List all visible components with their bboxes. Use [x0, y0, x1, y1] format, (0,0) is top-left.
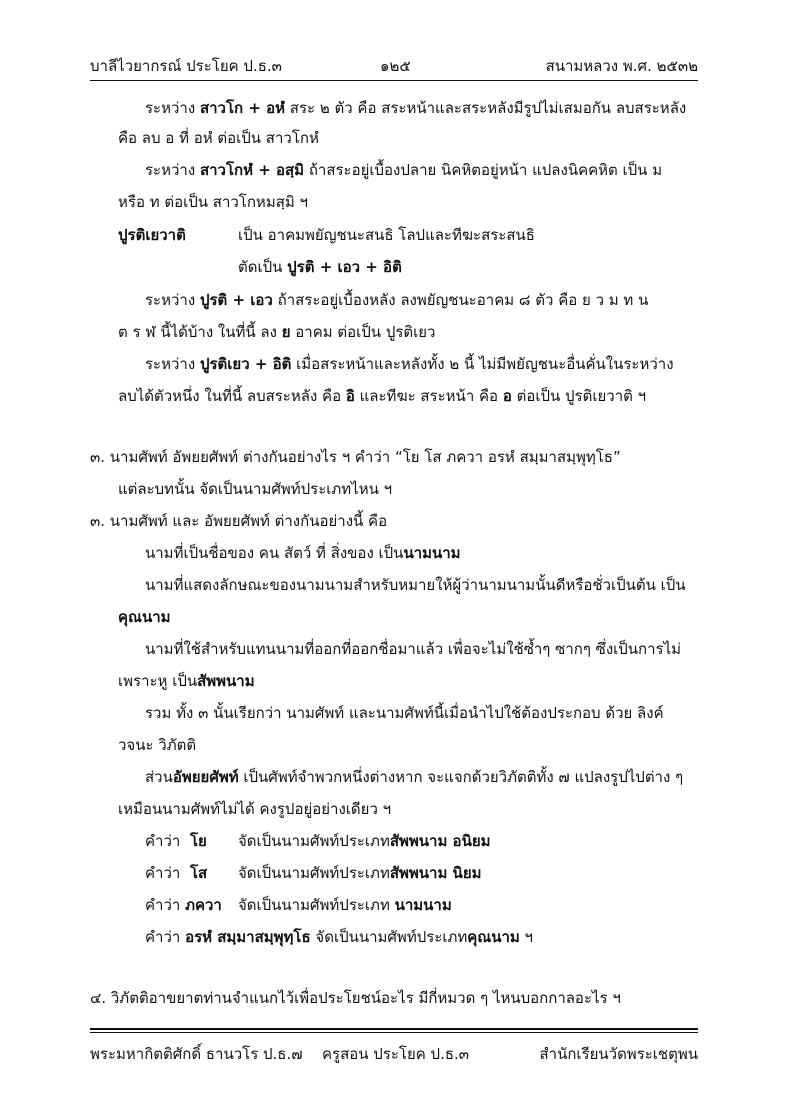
text: ลบได้ตัวหนึ่ง ในที่นี้ ลบสระหลัง คือ — [118, 387, 346, 405]
paragraph-line — [118, 128, 319, 148]
text: วจนะ วิภัตติ — [118, 736, 197, 754]
text: นามที่เป็นชื่อของ คน สัตว์ ที่ สิ่งของ เป็น — [145, 544, 404, 562]
text: ระหว่าง — [145, 291, 200, 309]
bold-term: สาวโก + อหํ — [199, 99, 286, 117]
page-header — [90, 50, 698, 78]
text: จัดเป็นนามศัพท์ประเภท — [238, 832, 390, 850]
paragraph-line — [118, 607, 171, 627]
text: คำว่า — [145, 896, 186, 914]
bold-term: สาวโกหํ + อสฺมิ — [199, 161, 305, 179]
bold-term: สัพพนาม อนิยม — [389, 832, 491, 850]
text: ระหว่าง — [145, 99, 200, 117]
text: เป็นศัพท์จำพวกหนึ่งต่างหาก จะแจกด้วยวิภัตติทั้ง ๗ แปลงรูปไปต่าง ๆ — [238, 768, 684, 786]
text: คำว่า — [145, 928, 186, 946]
bold-term: สัพพนาม — [197, 672, 255, 690]
word-classification — [145, 927, 533, 947]
text: ๓. นามศัพท์ อัพยยศัพท์ ต่างกันอย่างไร ฯ คำว่า “โย โส ภควา อรหํ สมฺมาสมฺพุทฺโธ” — [90, 448, 621, 466]
footer-institution: สำนักเรียนวัดพระเชตุพน — [539, 1045, 698, 1063]
footer-role: ครูสอน ประโยค ป.ธ.๓ — [322, 1045, 470, 1063]
footer-rule — [90, 1032, 698, 1033]
question-3-continued — [118, 479, 392, 499]
text: จัดเป็นนามศัพท์ประเภท — [310, 928, 468, 946]
word-classification — [238, 831, 491, 851]
bold-term: ปูรติเยว + อิติ — [199, 355, 292, 373]
text: จัดเป็นนามศัพท์ประเภท — [238, 864, 390, 882]
bold-term: อ — [502, 387, 512, 405]
text: ๔. วิภัตติอาขยาตท่านจำแนกไว้เพื่อประโยชน์อะไร มีกี่หมวด ๆ ไหนบอกกาลอะไร ฯ — [90, 989, 621, 1007]
text: แต่ละบทนั้น จัดเป็นนามศัพท์ประเภทไหน ฯ — [118, 480, 393, 498]
text: เพราะหู เป็น — [118, 672, 198, 690]
text: คือ ลบ อ ที่ อหํ ต่อเป็น สาวโกหํ — [118, 129, 319, 147]
bold-term: โส — [190, 864, 208, 882]
paragraph-line — [145, 767, 683, 787]
bold-term: นามนาม — [394, 896, 452, 914]
word-classification — [190, 863, 207, 883]
text: เป็น อาคมพยัญชนะสนธิ โลปและทีฆะสระสนธิ — [238, 226, 535, 244]
bold-term: ย — [281, 323, 291, 341]
paragraph-line — [145, 543, 461, 563]
question-3 — [90, 447, 621, 467]
text: นามที่ใช้สำหรับแทนนามที่ออกที่ออกชื่อมาแล้ว เพื่อจะไม่ใช้ซ้ำๆ ซากๆ ซึ่งเป็นการไม่ — [145, 640, 682, 658]
text: ระหว่าง — [145, 355, 200, 373]
word-classification — [145, 831, 180, 851]
bold-term: อัพยยศัพท์ — [172, 768, 239, 786]
paragraph-line — [118, 735, 196, 755]
text: ถ้าสระอยู่เบื้องปลาย นิคหิตอยู่หน้า แปลงนิคคหิต เป็น ม — [304, 161, 663, 179]
bold-term: โย — [190, 832, 207, 850]
paragraph-line — [145, 98, 686, 118]
text: ระหว่าง — [145, 161, 200, 179]
header-book-title: บาลีไวยากรณ์ ประโยค ป.ธ.๓ — [90, 57, 282, 75]
bold-term: ภควา — [185, 896, 222, 914]
paragraph-line — [145, 575, 686, 595]
bold-term: คุณนาม — [467, 928, 520, 946]
bold-term: ปูรติ + เอว + อิติ — [287, 258, 402, 276]
text: อาคม ต่อเป็น ปูรติเยว — [290, 323, 436, 341]
term-heading — [118, 225, 186, 245]
page-footer — [90, 1040, 698, 1068]
term-split — [238, 257, 402, 277]
paragraph-line — [118, 671, 255, 691]
paragraph-line — [145, 290, 648, 310]
paragraph-line — [145, 703, 664, 723]
paragraph-line — [145, 639, 681, 659]
paragraph-line — [118, 386, 646, 406]
text: นามที่แสดงลักษณะของนามนามสำหรับหมายให้ผู้ว่านามนามนั้นดีหรือชั่วเป็นต้น เป็น — [145, 576, 686, 594]
text: จัดเป็นนามศัพท์ประเภท — [238, 896, 395, 914]
text: ถ้าสระอยู่เบื้องหลัง ลงพยัญชนะอาคม ๘ ตัว คือ ย ว ม ท น — [272, 291, 649, 309]
bold-term: คุณนาม — [118, 608, 171, 626]
text: ต ร ฬ นี้ได้บ้าง ในที่นี้ ลง — [118, 323, 282, 341]
bold-term: สัพพนาม นิยม — [389, 864, 482, 882]
text: หรือ ท ต่อเป็น สาวโกหมสฺมิ ฯ — [118, 193, 308, 211]
bold-term: ปูรติ + เอว — [199, 291, 273, 309]
paragraph-line — [118, 192, 308, 212]
text: ส่วน — [145, 768, 173, 786]
text: ๓. นามศัพท์ และ อัพยยศัพท์ ต่างกันอย่างนี้ คือ — [90, 512, 388, 530]
text: ตัดเป็น — [238, 258, 288, 276]
paragraph-line — [118, 799, 391, 819]
text: ฯ — [519, 928, 533, 946]
paragraph-line — [145, 354, 674, 374]
text: เหมือนนามศัพท์ไม่ได้ คงรูปอยู่อย่างเดียว ฯ — [118, 800, 392, 818]
word-classification — [145, 863, 180, 883]
bold-term: อิ — [345, 387, 355, 405]
header-exam-year: สนามหลวง พ.ศ. ๒๕๓๒ — [545, 57, 698, 75]
text: ต่อเป็น ปูรติเยวาติ ฯ — [511, 387, 647, 405]
footer-author: พระมหากิตติศักดิ์ ธานวโร ป.ธ.๗ — [90, 1045, 303, 1063]
word-classification — [238, 863, 482, 883]
question-4 — [90, 988, 621, 1008]
answer-3 — [90, 511, 387, 531]
bold-term: ปูรติเยวาติ — [118, 226, 186, 244]
header-page-number: ๑๒๕ — [380, 57, 411, 75]
term-description — [238, 225, 535, 245]
paragraph-line — [145, 160, 662, 180]
text: รวม ทั้ง ๓ นั้นเรียกว่า นามศัพท์ และนามศัพท์นี้เมื่อนำไปใช้ต้องประกอบ ด้วย ลิงค์ — [145, 704, 664, 722]
paragraph-line — [118, 322, 435, 342]
text: คำว่า — [145, 832, 181, 850]
bold-term: อรหํ สมฺมาสมฺพุทฺโธ — [185, 928, 311, 946]
header-rule — [90, 80, 698, 81]
text: คำว่า — [145, 864, 181, 882]
text: เมื่อสระหน้าและหลังทั้ง ๒ นี้ ไม่มีพยัญชนะอื่นคั่นในระหว่าง — [291, 355, 674, 373]
word-classification — [238, 895, 452, 915]
text: และทีฆะ สระหน้า คือ — [354, 387, 503, 405]
bold-term: นามนาม — [403, 544, 461, 562]
word-classification — [190, 831, 207, 851]
word-classification — [145, 895, 222, 915]
footer-rule — [90, 1028, 698, 1030]
text: สระ ๒ ตัว คือ สระหน้าและสระหลังมีรูปไม่เสมอกัน ลบสระหลัง — [285, 99, 687, 117]
